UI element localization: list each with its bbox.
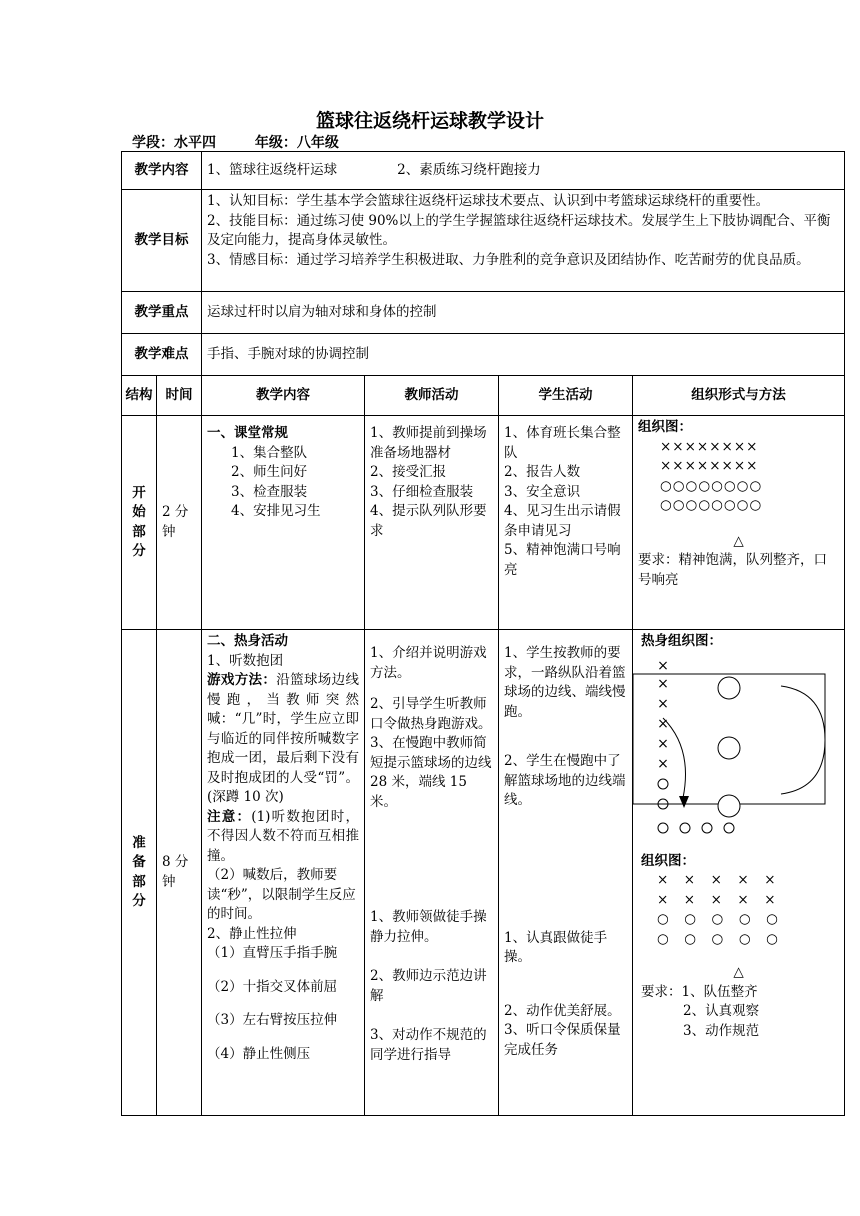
sec2-student <box>499 630 633 1116</box>
sec1-time: 2 分钟 <box>157 416 202 630</box>
sec1-teacher-1: 1、教师提前到操场准备场地器材 <box>370 425 487 461</box>
meta-line <box>132 132 373 152</box>
sec1-item-1: 1、集合整队 <box>231 444 308 461</box>
player-circle <box>724 823 734 833</box>
sec2-stretch-3: （3）左右臂按压拉伸 <box>207 1012 338 1028</box>
sec1-org-row-2: ×××××××× <box>660 458 759 474</box>
sec2-teacher-2: 2、引导学生听教师口令做热身跑游戏。3、在慢跑中教师简短提示篮球场的边线 28 米，端线 15 米。 <box>370 696 492 810</box>
arrow-head <box>679 796 689 808</box>
sec1-student-2: 2、报告人数 <box>504 464 581 480</box>
sec2-stretch-4: （4）静止性侧压 <box>207 1045 311 1062</box>
header-teacher: 教师活动 <box>365 376 499 416</box>
sec2-note-2: （2）喊数后，教师要读“秒”，以限制学生反应的时间。 <box>207 867 356 922</box>
header-org: 组织形式与方法 <box>633 376 845 416</box>
sec1-teacher <box>365 416 499 630</box>
sec2-item-2: 2、静止性拉伸 <box>207 925 297 942</box>
sec1-org-row-4: ○○○○○○○○ <box>660 497 763 513</box>
sec2-org-row-4: ○ ○ ○ ○ ○ <box>657 930 779 947</box>
sec2-warm-title: 热身组织图： <box>641 633 722 649</box>
sec2-game <box>207 671 359 808</box>
sec1-org-row-3: ○○○○○○○○ <box>660 477 763 494</box>
sec2-student-3: 1、认真跟做徒手操。 <box>504 929 608 965</box>
sec2-stretch-2: （2）十指交叉体前屈 <box>207 978 338 995</box>
sec2-time: 8 分钟 <box>157 630 202 1116</box>
sec2-teacher-5: 3、对动作不规范的同学进行指导 <box>370 1027 487 1063</box>
sec1-org-title: 组织图： <box>638 419 692 435</box>
court-circle-bottom <box>718 795 740 817</box>
sec2-note-text: (1)听数抱团时，不得因人数不符而互相推撞。 <box>207 808 360 864</box>
court-diagram <box>633 658 845 838</box>
sec1-item-2: 2、师生问好 <box>231 464 308 480</box>
sec1-item-4: 4、安排见习生 <box>231 503 321 519</box>
sec1-org-req: 要求：精神饱满，队列整齐，口号响亮 <box>638 552 827 588</box>
sec1-student-4: 4、见习生出示请假条申请见习 <box>504 503 621 539</box>
sec1-org <box>633 416 845 630</box>
sec2-item-1: 1、听数抱团 <box>207 652 284 669</box>
header-content: 教学内容 <box>202 376 365 416</box>
sec2-content <box>202 630 365 1116</box>
player-circle <box>658 779 668 789</box>
page-title: 篮球往返绕杆运球教学设计 <box>315 110 544 132</box>
court-cross: × <box>657 715 669 732</box>
sec2-teacher-3: 1、教师领做徒手操静力拉伸。 <box>370 909 487 945</box>
content-label: 教学内容 <box>122 152 202 190</box>
court-arc-right <box>781 686 825 794</box>
sec1-teacher-4: 4、提示队列队形要求 <box>370 503 487 539</box>
court-crosses <box>657 658 669 772</box>
sec2-stretch-1: （1）直臂压手指手腕 <box>207 945 338 961</box>
content-value: 1、篮球往返绕杆运球 2、素质练习绕杆跑接力 <box>202 152 845 190</box>
sec2-content-title: 二、热身活动 <box>207 633 288 649</box>
court-circle-top <box>718 677 740 699</box>
court-cross: × <box>657 755 669 772</box>
sec1-teacher-mark: △ <box>733 532 744 549</box>
sec2-student-2: 2、学生在慢跑中了解篮球场地的边线端线。 <box>504 753 626 808</box>
goal-3: 3、情感目标：通过学习培养学生积极进取、力争胜利的竞争意识及团结协作、吃苦耐劳的优良品质。 <box>207 251 810 268</box>
header-struct: 结构 <box>122 376 157 416</box>
sec2-game-text: 沿篮球场边线慢跑，当教师突然喊：“几”时，学生应立即与临近的同伴按所喊数字抱成一团，最后剩下没有及时抱成团的人受“罚”。(深蹲 10 次) <box>207 672 359 805</box>
sec2-org-row-3: ○ ○ ○ ○ ○ <box>657 911 779 927</box>
sec2-student-5: 3、听口令保质保量完成任务 <box>504 1022 621 1058</box>
sec1-student <box>499 416 633 630</box>
sec2-student-1: 1、学生按教师的要求，一路纵队沿着篮球场的边线、端线慢跑。 <box>504 645 626 720</box>
sec2-note-label: 注意： <box>207 808 252 825</box>
court-circle-center <box>718 737 740 759</box>
sec2-teacher-1: 1、介绍并说明游戏方法。 <box>370 645 487 681</box>
goal-1: 1、认知目标：学生基本学会篮球往返绕杆运球技术要点、认识到中考篮球运球绕杆的重要性。 <box>207 193 770 209</box>
court-cross: × <box>657 735 669 752</box>
key-label: 教学重点 <box>122 292 202 334</box>
sec2-part: 准备部分 <box>122 630 157 1116</box>
key-value: 运球过杆时以肩为轴对球和身体的控制 <box>202 292 845 334</box>
sec1-part: 开始部分 <box>122 416 157 630</box>
goals-label: 教学目标 <box>122 190 202 292</box>
sec1-org-row-1: ×××××××× <box>660 438 759 455</box>
sec2-org-title: 组织图： <box>641 852 695 869</box>
sec2-teacher-4: 2、教师边示范边讲解 <box>370 968 487 1004</box>
sec1-student-3: 3、安全意识 <box>504 483 581 500</box>
lesson-table <box>121 151 845 1116</box>
court-cross: × <box>657 695 669 712</box>
header-time: 时间 <box>157 376 202 416</box>
court-cross: × <box>657 657 669 674</box>
sec2-org-row-1: × × × × × <box>657 872 777 888</box>
sec2-org-row-2: × × × × × <box>657 891 777 908</box>
diff-value: 手指、手腕对球的协调控制 <box>202 334 845 376</box>
sec1-content-title: 一、课堂常规 <box>207 425 288 441</box>
grade-label: 年级：八年级 <box>254 135 339 151</box>
goal-2: 2、技能目标：通过练习使 90%以上的学生学握篮球往返绕杆运球技术。发展学生上下肢协调配合、平衡及定向能力，提高身体灵敏性。 <box>207 212 831 248</box>
diff-label: 教学难点 <box>122 334 202 376</box>
sec1-student-5: 5、精神饱满口号响亮 <box>504 542 621 578</box>
player-circle <box>702 823 712 833</box>
sec2-teacher-mark: △ <box>733 964 744 980</box>
sec1-item-3: 3、检查服装 <box>231 483 308 500</box>
sec2-req-1: 要求：1、队伍整齐 <box>641 983 758 1000</box>
stage-label: 学段：水平四 <box>132 135 216 151</box>
court-cross: × <box>657 675 669 692</box>
sec2-teacher <box>365 630 499 1116</box>
sec2-note <box>207 808 359 867</box>
sec1-content <box>202 416 365 630</box>
sec2-org <box>633 630 845 1116</box>
player-circle <box>680 823 690 833</box>
sec2-game-label: 游戏方法： <box>207 672 277 688</box>
sec2-req-3: 3、动作规范 <box>683 1022 760 1039</box>
sec1-teacher-2: 2、接受汇报 <box>370 464 447 480</box>
goals-cell <box>202 190 845 292</box>
sec1-teacher-3: 3、仔细检查服装 <box>370 483 474 500</box>
header-student: 学生活动 <box>499 376 633 416</box>
player-circle <box>658 823 668 833</box>
sec2-req-2: 2、认真观察 <box>683 1003 760 1019</box>
sec2-student-4: 2、动作优美舒展。 <box>504 1002 621 1019</box>
sec1-student-1: 1、体育班长集合整队 <box>504 425 621 461</box>
